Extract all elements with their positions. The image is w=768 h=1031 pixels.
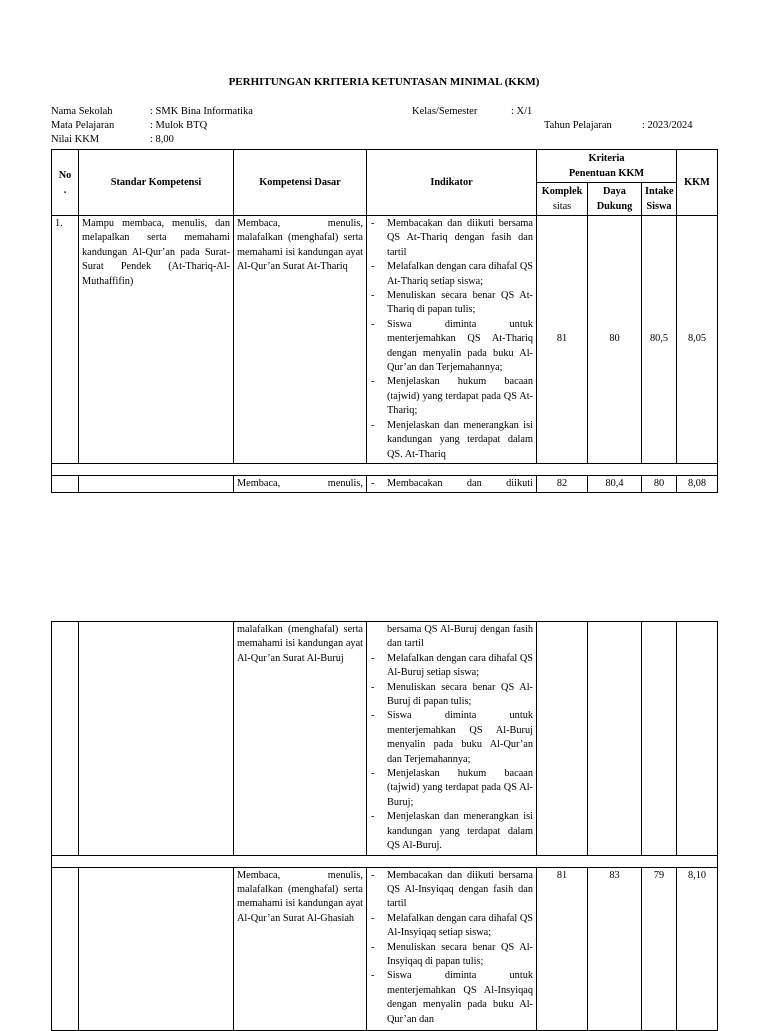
table-row <box>52 622 718 856</box>
intake-value: 80 <box>642 475 677 492</box>
class-label: Kelas/Semester <box>412 106 478 117</box>
table-row <box>52 216 718 464</box>
header-intake-siswa: Intake Siswa <box>642 183 677 216</box>
indikator-cell <box>367 475 537 492</box>
kkm-value-cell: 8,05 <box>677 216 718 464</box>
indikator-item: - Menjelaskan dan menerangkan isi kandungan yang terdapat dalam QS Al-Buruj. <box>370 810 533 853</box>
indikator-item: - Siswa diminta untuk menterjemahkan QS Al-Insyiqaq dengan menyalin pada buku Al-Qur’an dan <box>370 969 533 1027</box>
kompleksitas-value: 82 <box>537 475 588 492</box>
intake-value: 79 <box>642 867 677 1030</box>
kompleksitas-value: 81 <box>537 216 588 464</box>
header-kriteria: Kriteria Penentuan KKM <box>537 150 677 183</box>
kompetensi-dasar-cell: Membaca, menulis, malafalkan (menghafal) serta memahami isi kandungan ayat Al-Qur’an Surat Al-Ghasiah <box>234 867 367 1030</box>
indikator-item: - Melafalkan dengan cara dihafal QS Al-Buruj setiap siswa; <box>370 652 533 681</box>
header-daya-dukung: Daya Dukung <box>588 183 642 216</box>
subject-label: Mata Pelajaran <box>51 120 115 131</box>
page-title: PERHITUNGAN KRITERIA KETUNTASAN MINIMAL (KKM) <box>228 76 540 88</box>
header-row-1 <box>52 150 718 183</box>
daya-dukung-value: 80 <box>588 216 642 464</box>
indikator-item: - Membacakan dan diikuti bersama QS Al-Insyiqaq dengan fasih dan tartil <box>370 869 533 912</box>
indikator-item: - Membacakan dan diikuti <box>370 477 533 491</box>
school-value: : SMK Bina Informatika <box>150 106 253 117</box>
table-row <box>52 867 718 1030</box>
header-kompetensi-dasar: Kompetensi Dasar <box>234 150 367 216</box>
indikator-cell <box>367 622 537 856</box>
indikator-item: - Melafalkan dengan cara dihafal QS Al-Insyiqaq setiap siswa; <box>370 912 533 941</box>
class-value: : X/1 <box>511 106 533 117</box>
indikator-item: - Membacakan dan diikuti bersama QS At-Thariq dengan fasih dan tartil <box>370 217 533 260</box>
indikator-cell <box>367 216 537 464</box>
indikator-item: - Siswa diminta untuk menterjemahkan QS Al-Buruj menyalin pada buku Al-Qur’an dan Terjemahannya; <box>370 709 533 767</box>
indikator-item: - Siswa diminta untuk menterjemahkan QS At-Thariq dengan menyalin pada buku Al-Qur’an dan Terjemahannya; <box>370 318 533 376</box>
kkm-value: : 8,00 <box>150 134 174 145</box>
indikator-item: - Menuliskan secara benar QS At-Thariq di papan tulis; <box>370 289 533 318</box>
kompetensi-dasar-cell: Membaca, menulis, <box>234 475 367 492</box>
table-row <box>52 475 718 492</box>
kompetensi-dasar-cell: Membaca, menulis, malafalkan (menghafal) serta memahami isi kandungan ayat Al-Qur’an Surat At-Thariq <box>234 216 367 464</box>
kkm-value-cell: 8,10 <box>677 867 718 1030</box>
indikator-item: - Menuliskan secara benar QS Al-Insyiqaq di papan tulis; <box>370 941 533 970</box>
kompleksitas-value: 81 <box>537 867 588 1030</box>
header-kompleksitas: Komplek sitas <box>537 183 588 216</box>
header-kkm: KKM <box>677 150 718 216</box>
year-value: : 2023/2024 <box>642 120 693 131</box>
school-label: Nama Sekolah <box>51 106 113 117</box>
row-number: 1. <box>52 216 79 464</box>
spacer-row <box>52 463 718 475</box>
kkm-label: Nilai KKM <box>51 134 100 145</box>
header-indikator: Indikator <box>367 150 537 216</box>
daya-dukung-value: 80,4 <box>588 475 642 492</box>
indikator-item: - Menuliskan secara benar QS Al-Buruj di papan tulis; <box>370 681 533 710</box>
indikator-list <box>370 217 533 462</box>
kkm-table-page1 <box>51 149 718 493</box>
indikator-item: - Menjelaskan hukum bacaan (tajwid) yang terdapat pada QS Al-Buruj; <box>370 767 533 810</box>
spacer-row <box>52 855 718 867</box>
indikator-cell <box>367 867 537 1030</box>
year-label: Tahun Pelajaran <box>544 120 612 131</box>
standar-kompetensi-cell: Mampu membaca, menulis, dan melapalkan serta memahami kandungan Al-Qur’an pada Surat-Surat Pendek (At-Thariq-Al-Muthaffifin) <box>79 216 234 464</box>
indikator-item: - Menjelaskan dan menerangkan isi kandungan yang terdapat dalam QS. At-Thariq <box>370 419 533 462</box>
indikator-item: - Menjelaskan hukum bacaan (tajwid) yang terdapat pada QS At-Thariq; <box>370 375 533 418</box>
indikator-list <box>370 652 533 854</box>
subject-value: : Mulok BTQ <box>150 120 208 131</box>
header-standar-kompetensi: Standar Kompetensi <box>79 150 234 216</box>
header-no: No . <box>52 150 79 216</box>
kkm-table-page2 <box>51 621 718 1031</box>
kompetensi-dasar-cell: malafalkan (menghafal) serta memahami isi kandungan ayat Al-Qur’an Surat Al-Buruj <box>234 622 367 856</box>
kkm-value-cell: 8,08 <box>677 475 718 492</box>
indikator-list <box>370 869 533 1027</box>
indikator-continuation: bersama QS Al-Buruj dengan fasih dan tartil <box>387 624 533 650</box>
indikator-item: - Melafalkan dengan cara dihafal QS At-Thariq setiap siswa; <box>370 260 533 289</box>
daya-dukung-value: 83 <box>588 867 642 1030</box>
intake-value: 80,5 <box>642 216 677 464</box>
